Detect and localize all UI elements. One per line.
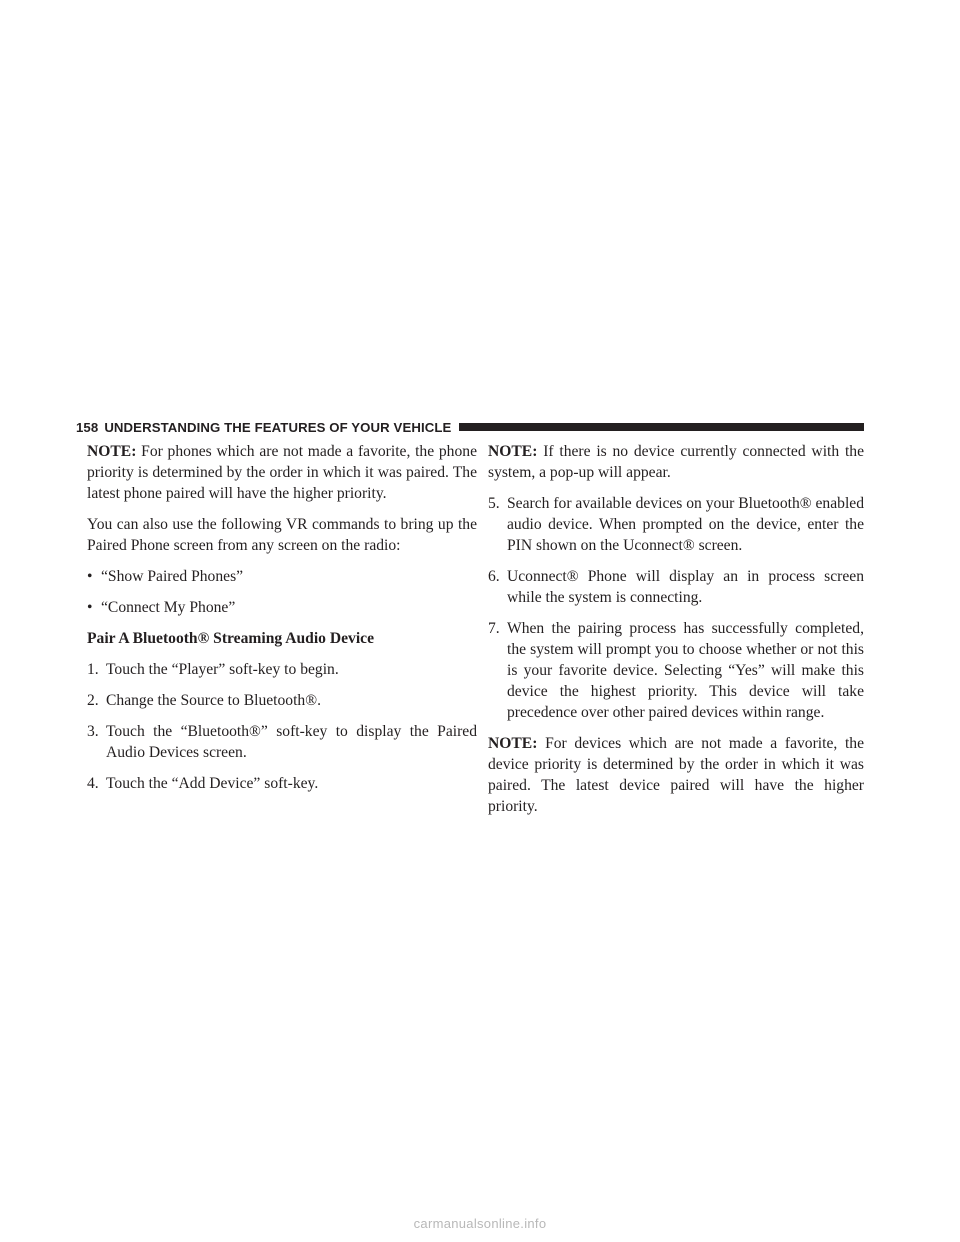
step-item <box>87 773 477 794</box>
left-column <box>87 441 477 804</box>
page-header <box>76 416 864 438</box>
step-text: Touch the “Add Device” soft-key. <box>106 775 319 792</box>
step-number: 1. <box>87 661 99 678</box>
note-text: For devices which are not made a favorite, the device priority is determined by the order in which it was paired. The latest device paired will have the higher priority. <box>488 735 864 815</box>
step-number: 4. <box>87 775 99 792</box>
note-label: NOTE: <box>488 443 538 460</box>
step-item <box>87 690 477 711</box>
step-text: Change the Source to Bluetooth®. <box>106 692 321 709</box>
note-paragraph <box>87 441 477 504</box>
note-paragraph <box>488 441 864 483</box>
section-title: UNDERSTANDING THE FEATURES OF YOUR VEHICLE <box>104 419 452 435</box>
page-number: 158 <box>76 419 99 435</box>
step-number: 2. <box>87 692 99 709</box>
note-text: For phones which are not made a favorite, the phone priority is determined by the order in which it was paired. The latest phone paired will have the higher priority. <box>87 443 477 502</box>
step-text: When the pairing process has successfully completed, the system will prompt you to choose whether or not this is your favorite device. Selecting “Yes” will make this device the highest priority. This device will take precedence over other paired devices within range. <box>507 620 864 721</box>
bullet-icon: • <box>87 599 93 616</box>
step-number: 3. <box>87 723 99 740</box>
step-item <box>488 566 864 608</box>
step-item <box>87 659 477 680</box>
note-text: If there is no device currently connected with the system, a pop-up will appear. <box>488 443 864 481</box>
header-rule <box>459 423 864 431</box>
step-item <box>87 721 477 763</box>
note-label: NOTE: <box>87 443 137 460</box>
bullet-item <box>87 597 477 618</box>
step-text: Search for available devices on your Bluetooth® enabled audio device. When prompted on the device, enter the PIN shown on the Uconnect® screen. <box>507 495 864 554</box>
section-heading: Pair A Bluetooth® Streaming Audio Device <box>87 630 374 647</box>
bullet-icon: • <box>87 568 93 585</box>
step-number: 7. <box>488 620 500 637</box>
step-number: 5. <box>488 495 500 512</box>
step-number: 6. <box>488 568 500 585</box>
note-label: NOTE: <box>488 735 538 752</box>
watermark-link[interactable]: carmanualsonline.info <box>413 1216 547 1231</box>
note-paragraph <box>488 733 864 817</box>
step-text: Touch the “Player” soft-key to begin. <box>106 661 339 678</box>
vr-intro-paragraph: You can also use the following VR commands to bring up the Paired Phone screen from any screen on the radio: <box>87 516 477 554</box>
step-text: Touch the “Bluetooth®” soft-key to display the Paired Audio Devices screen. <box>106 723 477 761</box>
step-item <box>488 493 864 556</box>
bullet-item <box>87 566 477 587</box>
right-column <box>488 441 864 827</box>
step-text: Uconnect® Phone will display an in process screen while the system is connecting. <box>507 568 864 606</box>
bullet-text: “Show Paired Phones” <box>101 568 244 585</box>
bullet-text: “Connect My Phone” <box>101 599 236 616</box>
step-item <box>488 618 864 723</box>
